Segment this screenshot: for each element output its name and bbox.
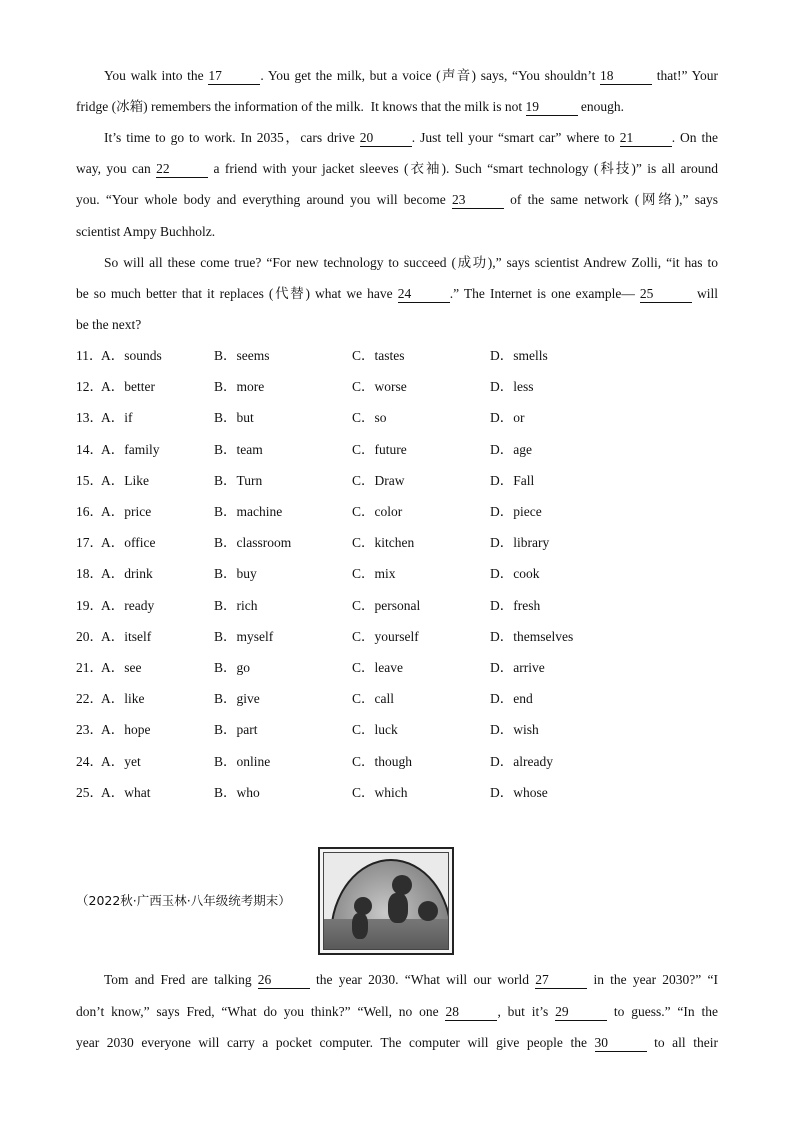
passage-text: that!” Your: [652, 68, 719, 83]
passage-text: be the next?: [76, 317, 142, 332]
option-b[interactable]: B．rich: [214, 597, 258, 613]
question-number: 22．: [76, 691, 103, 707]
blank-20[interactable]: 20: [360, 130, 412, 147]
option-d[interactable]: D．less: [490, 379, 534, 395]
astronaut-illustration: [318, 847, 454, 955]
option-d[interactable]: D．age: [490, 441, 532, 457]
option-a[interactable]: A．better: [101, 379, 155, 395]
passage-text: fridge (冰箱) remembers the information of the milk. It knows that the milk is not: [76, 99, 526, 114]
option-d[interactable]: D．arrive: [490, 660, 545, 675]
ground-shape: [324, 919, 448, 949]
astronaut-figure-3: [418, 901, 438, 921]
passage-text: the year 2030. “What will our world: [309, 972, 536, 987]
illustration-frame: [323, 852, 449, 950]
question-number: 19．: [76, 597, 103, 613]
option-b[interactable]: B．more: [214, 379, 265, 395]
option-c[interactable]: C．personal: [352, 597, 421, 613]
question-row: [76, 658, 636, 678]
option-d[interactable]: D．fresh: [490, 597, 541, 613]
option-a[interactable]: A．office: [101, 535, 156, 551]
option-b[interactable]: B．seems: [214, 348, 270, 363]
passage-text: , but it’s: [497, 1004, 556, 1019]
passage-line: [76, 222, 718, 242]
question-number: 18．: [76, 566, 103, 582]
option-d[interactable]: D．or: [490, 410, 525, 426]
passage-text: So will all these come true? “For new technology to succeed (成功),” says scientist Andrew Zolli, “it has to: [104, 255, 718, 270]
passage-text: You walk into the: [104, 68, 209, 83]
option-d[interactable]: D．piece: [490, 504, 542, 519]
question-row: [76, 627, 636, 647]
passage-text: . Just tell your “smart car” where to: [411, 130, 620, 145]
question-row: [76, 377, 636, 397]
blank-27[interactable]: 27: [535, 972, 587, 989]
question-row: [76, 596, 636, 616]
blank-17[interactable]: 17: [208, 68, 260, 85]
option-b[interactable]: B．Turn: [214, 472, 263, 488]
passage-line: [104, 253, 718, 273]
option-a[interactable]: A．if: [101, 410, 133, 426]
blank-21[interactable]: 21: [620, 130, 672, 147]
option-c[interactable]: C．call: [352, 691, 394, 707]
question-row: [76, 689, 636, 709]
blank-19[interactable]: 19: [526, 99, 578, 116]
option-c[interactable]: C．leave: [352, 660, 403, 675]
option-b[interactable]: B．buy: [214, 566, 257, 582]
blank-30[interactable]: 30: [595, 1035, 647, 1052]
passage-line: [76, 159, 718, 179]
option-d[interactable]: D．whose: [490, 784, 548, 800]
option-a[interactable]: A．price: [101, 504, 152, 519]
passage-line: [76, 315, 718, 335]
option-d[interactable]: D．already: [490, 753, 553, 769]
passage-line: [76, 1002, 718, 1022]
option-a[interactable]: A．what: [101, 784, 151, 800]
astronaut-figure-2: [392, 875, 412, 895]
passage-text: Tom and Fred are talking: [104, 972, 258, 987]
option-c[interactable]: C．mix: [352, 566, 396, 582]
passage-text: . On the: [671, 130, 718, 145]
option-c[interactable]: C．Draw: [352, 472, 405, 488]
option-c[interactable]: C．yourself: [352, 628, 419, 644]
option-a[interactable]: A．itself: [101, 628, 152, 644]
option-d[interactable]: D．library: [490, 535, 550, 551]
option-b[interactable]: B．machine: [214, 504, 283, 519]
passage-text: a friend with your jacket sleeves (衣袖). Such “smart technology (科技)” is all around: [208, 161, 718, 176]
option-c[interactable]: C．so: [352, 410, 387, 426]
blank-22[interactable]: 22: [156, 161, 208, 178]
option-d[interactable]: D．cook: [490, 566, 540, 582]
question-row: [76, 502, 636, 522]
question-row: [76, 471, 636, 491]
option-a[interactable]: A．Like: [101, 472, 149, 488]
question-row: [76, 752, 636, 772]
passage-text: . You get the milk, but a voice (声音) says, “You shouldn’t: [260, 68, 601, 83]
option-c[interactable]: C．future: [352, 441, 407, 457]
question-number: 16．: [76, 504, 103, 519]
blank-24[interactable]: 24: [398, 286, 450, 303]
option-d[interactable]: D．Fall: [490, 472, 535, 488]
option-b[interactable]: B．part: [214, 722, 258, 738]
question-number: 23．: [76, 722, 103, 738]
passage-line: [76, 190, 718, 210]
passage-text: to guess.” “In the: [607, 1004, 718, 1019]
passage-text: don’t know,” says Fred, “What do you think?” “Well, no one: [76, 1004, 446, 1019]
option-a[interactable]: A．hope: [101, 722, 151, 738]
option-b[interactable]: B．give: [214, 691, 260, 707]
passage-text: will: [691, 286, 718, 301]
passage-line: [104, 66, 718, 86]
option-c[interactable]: C．tastes: [352, 348, 405, 363]
passage-text: in the year 2030?” “I: [587, 972, 718, 987]
question-number: 24．: [76, 753, 103, 769]
question-row: [76, 564, 636, 584]
question-row: [76, 408, 636, 428]
passage-text: of the same network (网络),” says: [503, 192, 718, 207]
option-c[interactable]: C．though: [352, 753, 413, 769]
option-b[interactable]: B．myself: [214, 628, 274, 644]
passage-line: [76, 284, 718, 304]
option-d[interactable]: D．wish: [490, 722, 539, 738]
question-number: 25．: [76, 784, 103, 800]
passage-line: [104, 970, 718, 990]
blank-23[interactable]: 23: [452, 192, 504, 209]
blank-26[interactable]: 26: [258, 972, 310, 989]
option-b[interactable]: B．online: [214, 753, 271, 769]
question-row: [76, 440, 636, 460]
passage-text: you. “Your whole body and everything around you will become: [76, 192, 452, 207]
option-a[interactable]: A．drink: [101, 566, 153, 582]
option-c[interactable]: C．which: [352, 784, 408, 800]
passage-text: enough.: [577, 99, 625, 114]
option-b[interactable]: B．who: [214, 784, 260, 800]
option-a[interactable]: A．sounds: [101, 348, 162, 363]
option-b[interactable]: B．team: [214, 441, 263, 457]
option-b[interactable]: B．but: [214, 410, 254, 426]
passage-text: be so much better that it replaces (代替) what we have: [76, 286, 398, 301]
option-a[interactable]: A．yet: [101, 753, 141, 769]
astronaut-body-1: [352, 913, 368, 939]
option-a[interactable]: A．ready: [101, 597, 155, 613]
passage-line: [76, 97, 718, 117]
question-number: 11．: [76, 348, 103, 363]
passage-text: It’s time to go to work. In 2035，cars drive: [104, 130, 360, 145]
blank-29[interactable]: 29: [555, 1004, 607, 1021]
source-label: （2022秋·广西玉林·八年级统考期末）: [76, 893, 291, 908]
question-row: [76, 783, 636, 803]
option-a[interactable]: A．family: [101, 441, 160, 457]
question-number: 15．: [76, 472, 103, 488]
question-number: 14．: [76, 441, 103, 457]
option-a[interactable]: A．like: [101, 691, 145, 707]
question-number: 13．: [76, 410, 103, 426]
option-c[interactable]: C．color: [352, 504, 403, 519]
passage-text: .” The Internet is one example—: [449, 286, 640, 301]
option-d[interactable]: D．end: [490, 691, 533, 707]
astronaut-body-2: [388, 893, 408, 923]
question-number: 21．: [76, 660, 103, 675]
passage-text: to all their: [646, 1035, 718, 1050]
option-c[interactable]: C．kitchen: [352, 535, 415, 551]
passage-text: year 2030 everyone will carry a pocket computer. The computer will give people the: [76, 1035, 595, 1050]
option-a[interactable]: A．see: [101, 660, 142, 675]
passage-line: [76, 1033, 718, 1053]
passage-text: way, you can: [76, 161, 157, 176]
blank-25[interactable]: 25: [640, 286, 692, 303]
question-number: 20．: [76, 628, 103, 644]
question-row: [76, 346, 636, 366]
option-d[interactable]: D．smells: [490, 348, 548, 363]
question-number: 12．: [76, 379, 103, 395]
blank-28[interactable]: 28: [445, 1004, 497, 1021]
passage-line: [104, 128, 718, 148]
option-b[interactable]: B．go: [214, 660, 251, 675]
question-row: [76, 720, 636, 740]
question-number: 17．: [76, 535, 103, 551]
option-c[interactable]: C．worse: [352, 379, 407, 395]
option-b[interactable]: B．classroom: [214, 535, 292, 551]
question-row: [76, 533, 636, 553]
option-c[interactable]: C．luck: [352, 722, 398, 738]
option-d[interactable]: D．themselves: [490, 628, 574, 644]
blank-18[interactable]: 18: [600, 68, 652, 85]
passage-text: scientist Ampy Buchholz.: [76, 224, 216, 239]
